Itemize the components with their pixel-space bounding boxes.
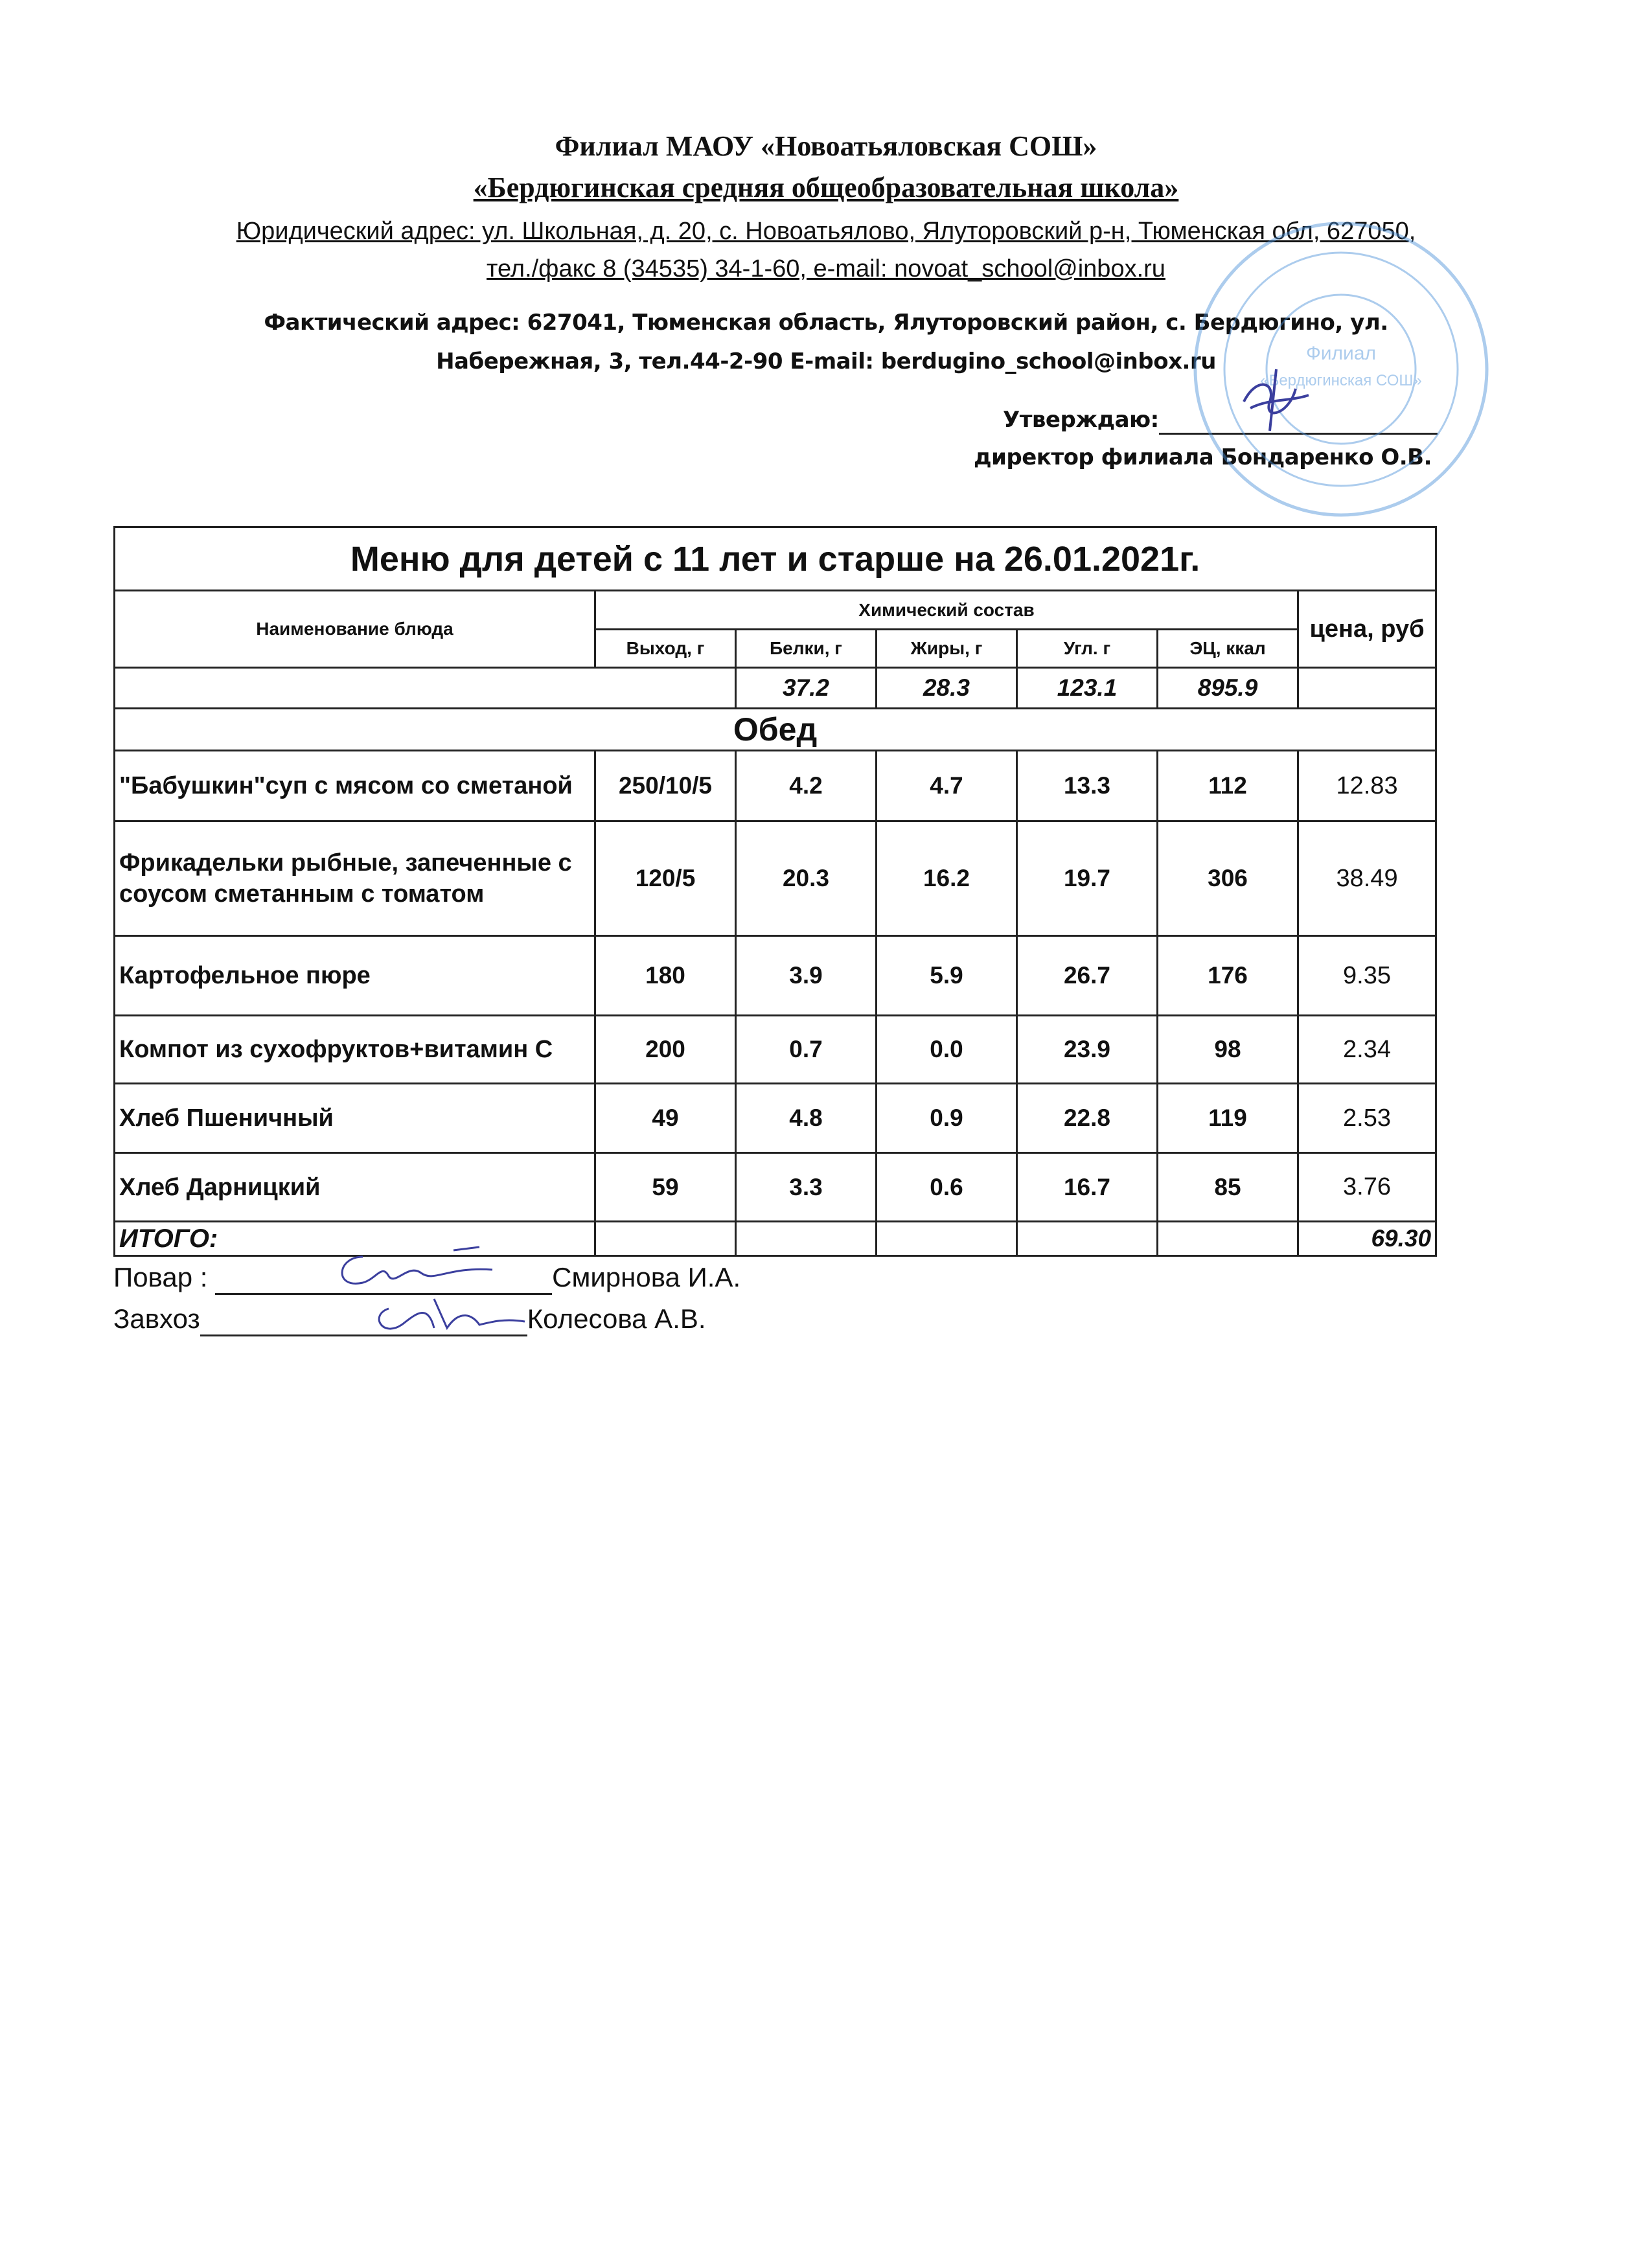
dish-kcal: 306 [1158, 821, 1298, 936]
storekeeper-signature [369, 1289, 538, 1341]
totals-row [115, 668, 1436, 709]
dish-carbs: 13.3 [1017, 751, 1158, 821]
dish-carbs: 23.9 [1017, 1016, 1158, 1084]
school-name-text: «Бердюгинская средняя общеобразовательная школа» [473, 172, 1179, 203]
dish-yield: 250/10/5 [595, 751, 736, 821]
empty-cell [877, 1222, 1017, 1256]
total-protein: 37.2 [736, 668, 877, 709]
dish-name: Хлеб Дарницкий [115, 1153, 595, 1222]
dish-carbs: 16.7 [1017, 1153, 1158, 1222]
table-row [115, 1016, 1436, 1084]
grand-total-row [115, 1222, 1436, 1256]
approver-name: директор филиала Бондаренко О.В. [974, 444, 1432, 470]
storekeeper-label: Завхоз [113, 1303, 200, 1334]
grand-total-label: ИТОГО: [115, 1222, 595, 1256]
dish-protein: 3.9 [736, 936, 877, 1016]
actual-address-line2: Набережная, 3, тел.44-2-90 E-mail: berdugino_school@inbox.ru [436, 349, 1216, 374]
svg-text:«Бердюгинская СОШ»: «Бердюгинская СОШ» [1260, 372, 1422, 389]
dish-price: 38.49 [1298, 821, 1436, 936]
dish-name: Компот из сухофруктов+витамин С [115, 1016, 595, 1084]
title-row [115, 527, 1436, 591]
dish-price: 2.34 [1298, 1016, 1436, 1084]
section-title: Обед [115, 709, 1436, 751]
dish-price: 3.76 [1298, 1153, 1436, 1222]
empty-cell [1017, 1222, 1158, 1256]
col-header-name: Наименование блюда [115, 591, 595, 668]
table-row [115, 936, 1436, 1016]
cook-name: Смирнова И.А. [552, 1262, 741, 1292]
col-header-protein: Белки, г [736, 630, 877, 668]
dish-yield: 120/5 [595, 821, 736, 936]
dish-name: Картофельное пюре [115, 936, 595, 1016]
dish-fat: 4.7 [877, 751, 1017, 821]
table-row [115, 1153, 1436, 1222]
dish-protein: 0.7 [736, 1016, 877, 1084]
totals-empty [115, 668, 736, 709]
dish-kcal: 98 [1158, 1016, 1298, 1084]
dish-yield: 200 [595, 1016, 736, 1084]
director-signature [1231, 363, 1315, 434]
col-header-kcal: ЭЦ, ккал [1158, 630, 1298, 668]
col-header-carbs: Угл. г [1017, 630, 1158, 668]
table-row [115, 821, 1436, 936]
empty-cell [595, 1222, 736, 1256]
dish-carbs: 26.7 [1017, 936, 1158, 1016]
total-kcal: 895.9 [1158, 668, 1298, 709]
cook-signature [324, 1244, 505, 1296]
legal-contacts: тел./факс 8 (34535) 34-1-60, e-mail: novoat_school@inbox.ru [487, 255, 1165, 282]
section-row [115, 709, 1436, 751]
empty-cell [1158, 1222, 1298, 1256]
col-header-fat: Жиры, г [877, 630, 1017, 668]
dish-kcal: 85 [1158, 1153, 1298, 1222]
col-header-chem: Химический состав [595, 591, 1298, 630]
school-name [0, 171, 1652, 204]
storekeeper-name: Колесова А.В. [527, 1303, 706, 1334]
dish-protein: 20.3 [736, 821, 877, 936]
total-carbs: 123.1 [1017, 668, 1158, 709]
dish-name: Фрикадельки рыбные, запеченные с соусом сметанным с томатом [115, 821, 595, 936]
dish-kcal: 176 [1158, 936, 1298, 1016]
dish-fat: 16.2 [877, 821, 1017, 936]
dish-protein: 3.3 [736, 1153, 877, 1222]
dish-kcal: 112 [1158, 751, 1298, 821]
empty-cell [736, 1222, 877, 1256]
dish-fat: 5.9 [877, 936, 1017, 1016]
actual-address-line1: Фактический адрес: 627041, Тюменская область, Ялуторовский район, с. Бердюгино, ул. [264, 310, 1388, 336]
dish-price: 2.53 [1298, 1084, 1436, 1153]
dish-carbs: 22.8 [1017, 1084, 1158, 1153]
dish-yield: 180 [595, 936, 736, 1016]
table-row [115, 1084, 1436, 1153]
legal-address: Юридический адрес: ул. Школьная, д. 20, с. Новоатьялово, Ялуторовский р-н, Тюменская обл, 627050, [236, 218, 1416, 245]
header-row [115, 591, 1436, 630]
org-name: Филиал МАОУ «Новоатьяловская СОШ» [555, 130, 1097, 162]
dish-name: Хлеб Пшеничный [115, 1084, 595, 1153]
menu-title: Меню для детей с 11 лет и старше на 26.01.2021г. [115, 527, 1436, 591]
dish-yield: 49 [595, 1084, 736, 1153]
dish-price: 9.35 [1298, 936, 1436, 1016]
grand-total-price: 69.30 [1298, 1222, 1436, 1256]
totals-price-empty [1298, 668, 1436, 709]
dish-protein: 4.8 [736, 1084, 877, 1153]
dish-fat: 0.9 [877, 1084, 1017, 1153]
dish-carbs: 19.7 [1017, 821, 1158, 936]
cook-label: Повар : [113, 1262, 208, 1292]
dish-kcal: 119 [1158, 1084, 1298, 1153]
dish-price: 12.83 [1298, 751, 1436, 821]
table-row [115, 751, 1436, 821]
dish-name: "Бабушкин"суп с мясом со сметаной [115, 751, 595, 821]
dish-yield: 59 [595, 1153, 736, 1222]
total-fat: 28.3 [877, 668, 1017, 709]
col-header-yield: Выход, г [595, 630, 736, 668]
menu-table [113, 526, 1437, 1257]
approve-label: Утверждаю: [1003, 407, 1159, 433]
dish-fat: 0.0 [877, 1016, 1017, 1084]
svg-text:Филиал: Филиал [1305, 343, 1377, 364]
dish-protein: 4.2 [736, 751, 877, 821]
col-header-price: цена, руб [1298, 591, 1436, 668]
dish-fat: 0.6 [877, 1153, 1017, 1222]
